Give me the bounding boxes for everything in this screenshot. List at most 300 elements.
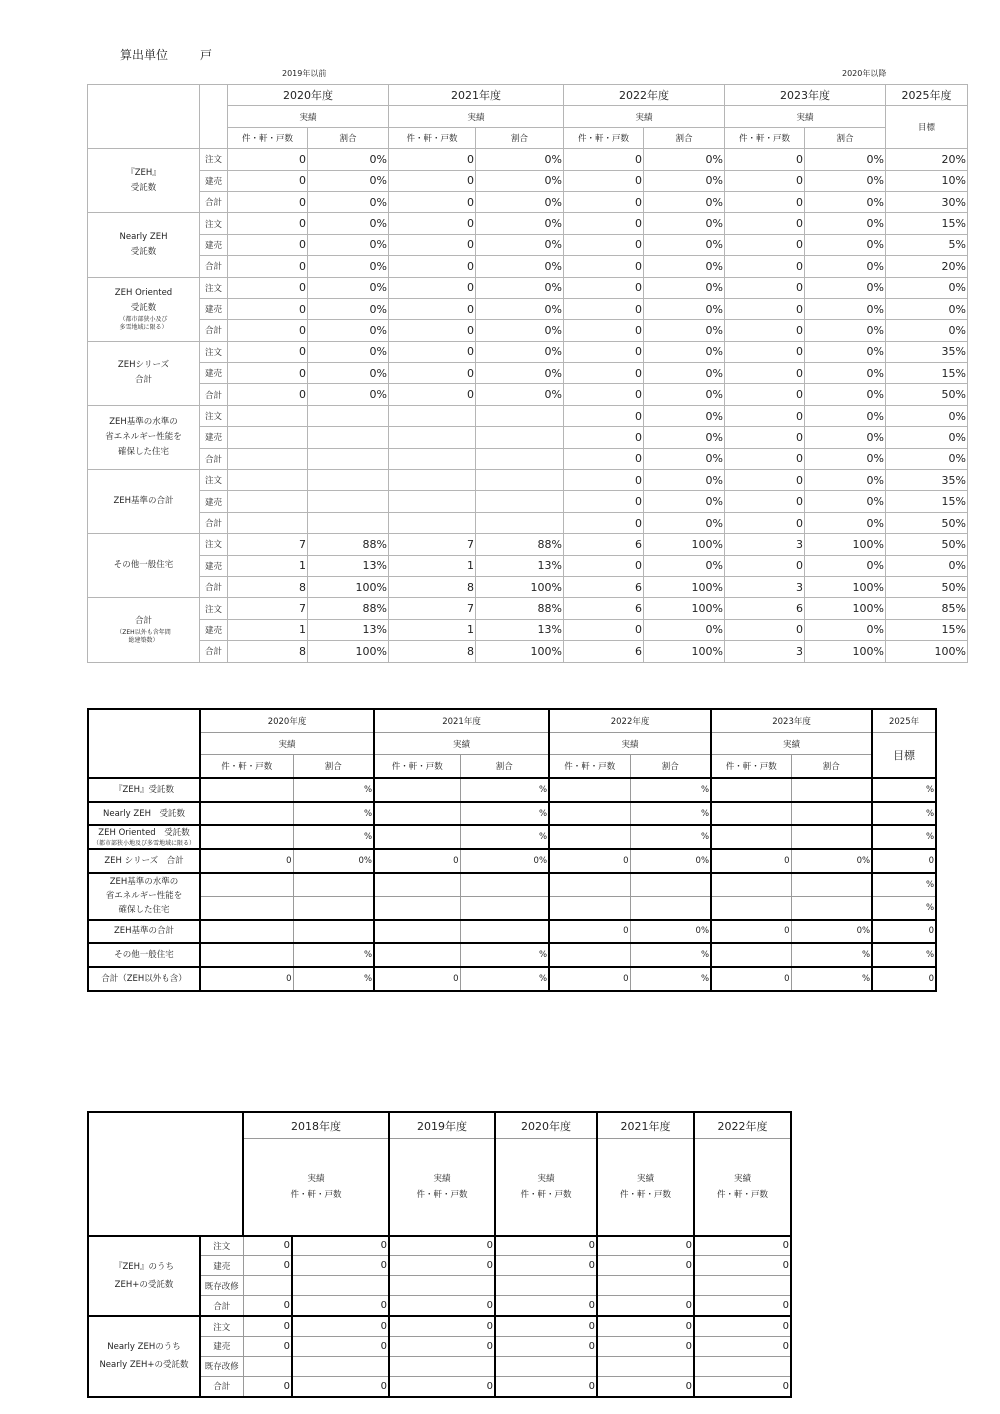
group-label <box>88 534 200 598</box>
value-cell <box>292 1356 389 1376</box>
table-row <box>88 555 968 576</box>
actual-header: 実績 <box>711 732 872 755</box>
value-cell: % <box>872 873 936 896</box>
type-label: 注文 <box>200 598 228 619</box>
value-cell <box>549 778 630 802</box>
value-cell: 0 <box>564 213 644 234</box>
value-cell <box>293 896 374 919</box>
value-cell: 0% <box>644 470 725 491</box>
value-cell: 8 <box>389 576 476 597</box>
value-cell: 0 <box>495 1236 597 1256</box>
value-cell <box>791 873 872 896</box>
group-label-line: 確保した住宅 <box>117 446 169 457</box>
type-label: 合計 <box>200 448 228 469</box>
value-cell <box>308 427 389 448</box>
value-cell: 6 <box>564 641 644 662</box>
value-cell: 0 <box>725 213 805 234</box>
count-header: 件・軒・戸数 <box>228 127 308 148</box>
value-cell <box>711 825 791 849</box>
zeh-table-main <box>87 84 968 663</box>
value-cell <box>228 512 308 533</box>
value-cell <box>200 778 293 802</box>
group-label-line: 省エネルギー性能を <box>105 431 182 442</box>
type-label: 建売 <box>200 1256 243 1276</box>
count-header: 件・軒・戸数 <box>290 1189 342 1200</box>
value-cell: 0 <box>725 405 805 426</box>
count-header: 件・軒・戸数 <box>711 755 791 778</box>
group-label <box>88 598 200 662</box>
group-label <box>88 1236 200 1317</box>
value-cell: % <box>460 967 549 991</box>
value-cell: 0% <box>644 298 725 319</box>
value-cell: 35% <box>886 341 968 362</box>
value-cell: 0 <box>564 555 644 576</box>
value-cell <box>791 896 872 919</box>
value-cell: 100% <box>805 598 886 619</box>
value-cell: 0% <box>476 170 564 191</box>
value-cell <box>476 512 564 533</box>
value-cell: 0% <box>476 256 564 277</box>
value-cell <box>597 1276 694 1296</box>
value-cell: 30% <box>886 191 968 212</box>
value-cell: 15% <box>886 491 968 512</box>
row-label <box>88 849 200 873</box>
count-header: 件・軒・戸数 <box>200 755 293 778</box>
year-header: 2020年度 <box>200 709 374 732</box>
value-cell: 0 <box>694 1296 791 1316</box>
value-cell <box>694 1356 791 1376</box>
value-cell: 8 <box>389 641 476 662</box>
row-label-text: その他一般住宅 <box>114 950 174 961</box>
table-row <box>88 427 968 448</box>
value-cell <box>389 427 476 448</box>
value-cell <box>389 491 476 512</box>
table-row <box>88 619 968 640</box>
corner-cell <box>88 85 200 149</box>
value-cell: 0% <box>791 920 872 944</box>
value-cell: 0 <box>389 191 476 212</box>
value-cell: 0 <box>389 234 476 255</box>
note-left: 2019年以前 <box>282 69 327 78</box>
value-cell: 100% <box>308 576 389 597</box>
target-header: 目標 <box>872 732 936 778</box>
value-cell: % <box>293 778 374 802</box>
ratio-header: 割合 <box>630 755 711 778</box>
value-cell: 0% <box>630 920 711 944</box>
group-label-line: Nearly ZEH <box>119 231 168 242</box>
value-cell <box>308 470 389 491</box>
value-cell: 0 <box>200 849 293 873</box>
value-cell: 0% <box>805 555 886 576</box>
value-cell <box>243 1276 292 1296</box>
value-cell: 0% <box>644 277 725 298</box>
value-cell: 0% <box>805 256 886 277</box>
value-cell: 35% <box>886 470 968 491</box>
value-cell: 0 <box>228 256 308 277</box>
year-header: 2025年度 <box>886 85 968 106</box>
value-cell: 0 <box>725 170 805 191</box>
value-cell: % <box>791 943 872 967</box>
value-cell: % <box>460 778 549 802</box>
table-row <box>88 512 968 533</box>
value-cell: 0 <box>389 277 476 298</box>
type-label: 注文 <box>200 405 228 426</box>
value-cell <box>549 825 630 849</box>
value-cell: 50% <box>886 576 968 597</box>
value-cell: % <box>460 825 549 849</box>
value-cell: 0% <box>886 427 968 448</box>
value-cell: 100% <box>886 641 968 662</box>
value-cell: 8 <box>228 576 308 597</box>
table-row <box>88 470 968 491</box>
value-cell <box>389 1276 495 1296</box>
count-header: 件・軒・戸数 <box>389 127 476 148</box>
type-label: 注文 <box>200 1236 243 1256</box>
value-cell: 0% <box>805 320 886 341</box>
value-cell: 0 <box>228 191 308 212</box>
actual-count-header <box>243 1139 389 1236</box>
year-header: 2020年度 <box>495 1112 597 1139</box>
value-cell: 8 <box>228 641 308 662</box>
value-cell <box>374 943 460 967</box>
ratio-header: 割合 <box>293 755 374 778</box>
value-cell: 0 <box>711 967 791 991</box>
value-cell: 0% <box>886 298 968 319</box>
value-cell: 0% <box>308 341 389 362</box>
value-cell <box>200 920 293 944</box>
year-header: 2022年度 <box>564 85 725 106</box>
value-cell: 0% <box>805 234 886 255</box>
value-cell: 0 <box>711 920 791 944</box>
value-cell <box>476 427 564 448</box>
table-row <box>88 576 968 597</box>
group-label-line: ZEH Oriented <box>114 288 173 299</box>
value-cell: 5% <box>886 234 968 255</box>
table-row <box>88 298 968 319</box>
count-header: 件・軒・戸数 <box>619 1189 671 1200</box>
value-cell: 88% <box>476 598 564 619</box>
value-cell: 0 <box>725 448 805 469</box>
type-label: 合計 <box>200 1376 243 1396</box>
value-cell <box>460 896 549 919</box>
value-cell: 0 <box>725 298 805 319</box>
table-row <box>88 170 968 191</box>
type-label: 合計 <box>200 1296 243 1316</box>
value-cell: 0 <box>549 967 630 991</box>
value-cell <box>549 802 630 826</box>
value-cell: 88% <box>308 534 389 555</box>
value-cell: 100% <box>476 576 564 597</box>
actual-header: 実績 <box>549 732 711 755</box>
row-label <box>88 802 200 826</box>
unit-value: 戸 <box>200 48 213 62</box>
value-cell: 20% <box>886 149 968 170</box>
value-cell: % <box>293 967 374 991</box>
value-cell: 0% <box>308 191 389 212</box>
table-row <box>88 384 968 405</box>
value-cell: 0 <box>725 555 805 576</box>
group-label-note: （ZEH以外も含年間 総建築数） <box>116 629 171 645</box>
actual-header: 実績 <box>636 1173 654 1184</box>
value-cell: 0% <box>805 298 886 319</box>
count-header: 件・軒・戸数 <box>564 127 644 148</box>
value-cell: % <box>460 802 549 826</box>
group-label <box>88 149 200 213</box>
ratio-header: 割合 <box>805 127 886 148</box>
value-cell: 13% <box>476 619 564 640</box>
type-label: 注文 <box>200 534 228 555</box>
actual-count-header <box>389 1139 495 1236</box>
value-cell: 7 <box>389 534 476 555</box>
value-cell: 0% <box>644 427 725 448</box>
value-cell: 0 <box>495 1256 597 1276</box>
value-cell: 0% <box>308 170 389 191</box>
value-cell: 88% <box>476 534 564 555</box>
value-cell: 0 <box>564 320 644 341</box>
type-label: 合計 <box>200 641 228 662</box>
value-cell: 0 <box>549 920 630 944</box>
value-cell <box>374 825 460 849</box>
value-cell: 0 <box>292 1256 389 1276</box>
actual-header: 実績 <box>433 1173 451 1184</box>
group-label-line: ZEH基準の合計 <box>113 496 174 507</box>
value-cell: 0% <box>805 363 886 384</box>
value-cell <box>308 491 389 512</box>
table-row <box>88 641 968 662</box>
value-cell <box>549 873 630 896</box>
table-row <box>88 920 936 944</box>
group-label <box>88 213 200 277</box>
row-label-text: Nearly ZEH 受託数 <box>103 808 185 819</box>
value-cell <box>200 825 293 849</box>
value-cell: 0% <box>886 555 968 576</box>
value-cell <box>711 896 791 919</box>
value-cell: 0 <box>597 1316 694 1336</box>
value-cell: 20% <box>886 256 968 277</box>
value-cell: 0% <box>476 213 564 234</box>
value-cell: 0 <box>597 1256 694 1276</box>
table-row <box>88 341 968 362</box>
value-cell: % <box>630 967 711 991</box>
value-cell <box>228 491 308 512</box>
value-cell: 0% <box>308 234 389 255</box>
value-cell: 0 <box>725 191 805 212</box>
group-label-line: 合計 <box>134 616 152 627</box>
value-cell: 0% <box>644 512 725 533</box>
value-cell <box>711 802 791 826</box>
value-cell: 0 <box>495 1376 597 1396</box>
corner-cell <box>88 709 200 778</box>
group-label <box>88 341 200 405</box>
value-cell: 0 <box>725 234 805 255</box>
type-label: 建売 <box>200 298 228 319</box>
value-cell: 0 <box>725 384 805 405</box>
group-label-line: ZEHシリーズ <box>117 360 170 371</box>
value-cell: 0% <box>476 341 564 362</box>
value-cell: 0 <box>389 1316 495 1336</box>
type-label: 合計 <box>200 320 228 341</box>
value-cell <box>374 896 460 919</box>
table-row <box>88 191 968 212</box>
ratio-header: 割合 <box>308 127 389 148</box>
value-cell: 0 <box>694 1236 791 1256</box>
value-cell: 0 <box>564 470 644 491</box>
type-label: 建売 <box>200 555 228 576</box>
value-cell: 0 <box>228 384 308 405</box>
value-cell: 0% <box>886 320 968 341</box>
value-cell: 0% <box>644 149 725 170</box>
value-cell: 13% <box>308 619 389 640</box>
value-cell <box>630 873 711 896</box>
value-cell <box>549 943 630 967</box>
table-row <box>88 256 968 277</box>
value-cell: 13% <box>476 555 564 576</box>
value-cell: 0 <box>694 1376 791 1396</box>
table-row <box>88 1236 791 1256</box>
value-cell: 0% <box>791 849 872 873</box>
value-cell <box>495 1276 597 1296</box>
value-cell: 0 <box>597 1336 694 1356</box>
value-cell: 0% <box>308 277 389 298</box>
value-cell: 0% <box>805 213 886 234</box>
value-cell: 10% <box>886 170 968 191</box>
value-cell: 0 <box>228 170 308 191</box>
value-cell: 0% <box>476 363 564 384</box>
value-cell: 0% <box>644 384 725 405</box>
value-cell: 0 <box>564 191 644 212</box>
group-label <box>88 405 200 469</box>
value-cell: 0% <box>476 384 564 405</box>
value-cell: 0 <box>228 320 308 341</box>
value-cell: 0% <box>308 320 389 341</box>
value-cell: 1 <box>389 619 476 640</box>
value-cell: 0 <box>495 1336 597 1356</box>
corner-cell-2 <box>200 85 228 149</box>
value-cell: 0 <box>228 149 308 170</box>
value-cell: 0 <box>243 1376 292 1396</box>
count-header: 件・軒・戸数 <box>725 127 805 148</box>
type-label: 合計 <box>200 256 228 277</box>
value-cell: 50% <box>886 534 968 555</box>
table-row <box>88 778 936 802</box>
year-header: 2025年 <box>872 709 936 732</box>
value-cell: 0% <box>476 298 564 319</box>
table-row <box>88 320 968 341</box>
value-cell: 0 <box>694 1256 791 1276</box>
year-header: 2021年度 <box>597 1112 694 1139</box>
value-cell: 0% <box>805 191 886 212</box>
value-cell <box>791 825 872 849</box>
value-cell: % <box>293 943 374 967</box>
group-label <box>88 277 200 341</box>
value-cell: 0 <box>694 1336 791 1356</box>
unit-label: 算出単位 <box>120 48 169 62</box>
value-cell: 0 <box>564 256 644 277</box>
value-cell: 0 <box>872 920 936 944</box>
year-header: 2023年度 <box>711 709 872 732</box>
value-cell: 0 <box>564 491 644 512</box>
value-cell: 0% <box>308 256 389 277</box>
value-cell: 0% <box>644 256 725 277</box>
value-cell <box>293 873 374 896</box>
value-cell: 0% <box>644 320 725 341</box>
value-cell: 0 <box>389 1256 495 1276</box>
value-cell <box>476 405 564 426</box>
value-cell: 100% <box>805 576 886 597</box>
table-row <box>88 825 936 849</box>
value-cell: 0 <box>389 320 476 341</box>
value-cell: % <box>460 943 549 967</box>
value-cell <box>200 943 293 967</box>
value-cell: % <box>293 825 374 849</box>
value-cell <box>460 920 549 944</box>
value-cell: % <box>872 896 936 919</box>
value-cell: 0 <box>725 470 805 491</box>
group-label-line: 受託数 <box>130 182 157 193</box>
table-row <box>88 234 968 255</box>
value-cell: 0% <box>805 341 886 362</box>
value-cell <box>549 896 630 919</box>
value-cell: 0% <box>460 849 549 873</box>
type-label: 建売 <box>200 427 228 448</box>
value-cell: 100% <box>476 641 564 662</box>
value-cell: 0 <box>725 512 805 533</box>
row-label-note: （都市部狭小地及び多雪地域に限る） <box>92 840 195 848</box>
value-cell: 0% <box>644 491 725 512</box>
value-cell: 0 <box>564 170 644 191</box>
value-cell: % <box>630 943 711 967</box>
year-header: 2021年度 <box>374 709 549 732</box>
group-label-text: Nearly ZEHのうち Nearly ZEH+の受託数 <box>99 1342 189 1371</box>
value-cell <box>791 778 872 802</box>
value-cell <box>711 873 791 896</box>
group-label-line: 受託数 <box>130 303 157 314</box>
table-row <box>88 896 936 919</box>
actual-header: 実績 <box>307 1173 325 1184</box>
value-cell: % <box>630 825 711 849</box>
value-cell: 0% <box>644 341 725 362</box>
type-label: 合計 <box>200 384 228 405</box>
value-cell: 0 <box>564 405 644 426</box>
table-row <box>88 849 936 873</box>
table-row <box>88 277 968 298</box>
value-cell: 13% <box>308 555 389 576</box>
value-cell: 0 <box>292 1376 389 1396</box>
value-cell <box>374 920 460 944</box>
value-cell: % <box>872 778 936 802</box>
table-row <box>88 943 936 967</box>
value-cell: 0 <box>564 512 644 533</box>
table-row <box>88 363 968 384</box>
value-cell: 0 <box>228 277 308 298</box>
value-cell: 100% <box>805 534 886 555</box>
value-cell <box>200 802 293 826</box>
type-label: 建売 <box>200 363 228 384</box>
value-cell: 1 <box>228 555 308 576</box>
type-label: 注文 <box>200 470 228 491</box>
table-row <box>88 534 968 555</box>
type-label: 既存改修 <box>200 1356 243 1376</box>
row-label <box>88 920 200 944</box>
actual-header: 実績 <box>228 106 389 127</box>
row-label <box>88 825 200 849</box>
value-cell: 0% <box>805 384 886 405</box>
value-cell: 0 <box>389 170 476 191</box>
value-cell: 0% <box>805 405 886 426</box>
count-header: 件・軒・戸数 <box>716 1189 768 1200</box>
value-cell: 0 <box>872 967 936 991</box>
type-label: 注文 <box>200 1316 243 1336</box>
